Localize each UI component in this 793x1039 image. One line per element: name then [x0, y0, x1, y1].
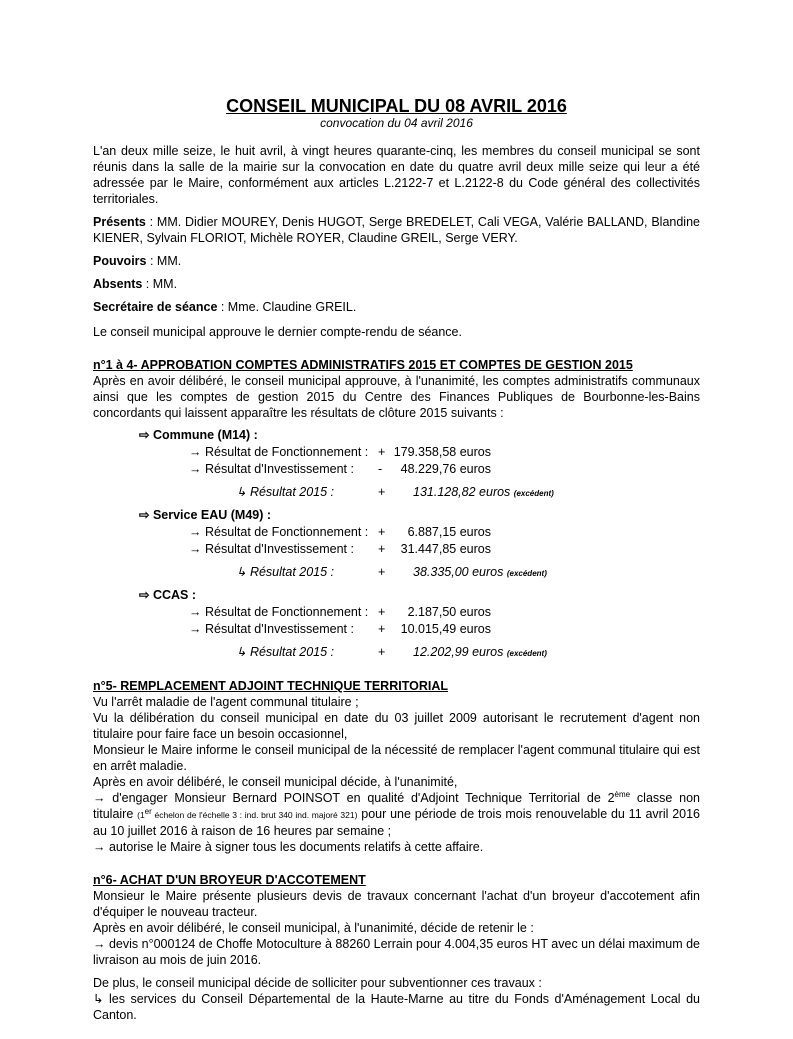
pouvoirs-label: Pouvoirs: [93, 254, 147, 268]
row-sign: +: [378, 645, 386, 659]
row-sign: +: [378, 622, 386, 636]
row-amount: [413, 644, 700, 662]
row-label: ↳ Résultat 2015 :: [236, 645, 335, 659]
superscript: ème: [614, 789, 631, 799]
page-title: CONSEIL MUNICIPAL DU 08 AVRIL 2016: [226, 96, 567, 116]
fonctionnement-row: [93, 604, 700, 621]
result-note: (excédent): [506, 649, 547, 658]
row-label: ↳ Résultat 2015 :: [236, 565, 335, 579]
section5-item2: → autorise le Maire à signer tous les documents relatifs à cette affaire.: [93, 840, 484, 854]
row-label: → Résultat d'Investissement :: [189, 462, 354, 476]
budget-block-commune: [93, 427, 700, 501]
section5-line4: Après en avoir délibéré, le conseil municipal décide, à l'unanimité,: [93, 775, 458, 789]
row-amount: 48.229,76 euros: [400, 462, 491, 476]
investissement-row: [93, 461, 700, 478]
presents-text: : MM. Didier MOUREY, Denis HUGOT, Serge BREDELET, Cali VEGA, Valérie BALLAND, Blandine KIENER, Sylvain FLORIOT, Michèle ROYER, Claudine GREIL, Serge VERY.: [93, 215, 700, 245]
secretaire-line: [93, 299, 700, 315]
section6-item1: → devis n°000124 de Choffe Motoculture à 88260 Lerrain pour 4.004,35 euros HT avec un délai maximum de livraison au mois de juin 2016.: [93, 937, 700, 967]
result-amount: 12.202,99 euros: [413, 645, 504, 659]
section6-item2: ↳ les services du Conseil Départemental de la Haute-Marne au titre du Fonds d'Aménagement Local du Canton.: [93, 992, 700, 1022]
row-label: → Résultat de Fonctionnement :: [189, 605, 369, 619]
document-page: [93, 96, 700, 1023]
section6-title: n°6- ACHAT D'UN BROYEUR D'ACCOTEMENT: [93, 873, 366, 887]
row-amount: 10.015,49 euros: [400, 622, 491, 636]
result-note: (excédent): [506, 569, 547, 578]
presents-label: Présents: [93, 215, 146, 229]
presents-line: [93, 214, 700, 246]
section6-line3: De plus, le conseil municipal décide de solliciter pour subventionner ces travaux :: [93, 976, 542, 990]
block-title: ⇨ Commune (M14) :: [139, 428, 258, 442]
investissement-row: [93, 541, 700, 558]
result-row: [93, 644, 700, 661]
section6-line2: Après en avoir délibéré, le conseil municipal, à l'unanimité, décide de retenir le :: [93, 921, 534, 935]
row-sign: -: [378, 462, 383, 476]
section6-line1: Monsieur le Maire présente plusieurs devis de travaux concernant l'achat d'un broyeur d'accotement afin d'équiper le nouveau tracteur.: [93, 889, 700, 919]
result-amount: 131.128,82 euros: [413, 485, 511, 499]
row-sign: +: [378, 525, 386, 539]
section5-line1: Vu l'arrêt maladie de l'agent communal titulaire ;: [93, 695, 359, 709]
row-amount: 6.887,15 euros: [407, 525, 491, 539]
row-label: → Résultat d'Investissement :: [189, 542, 354, 556]
section5-title: n°5- REMPLACEMENT ADJOINT TECHNIQUE TERRITORIAL: [93, 679, 449, 693]
section1-text: Après en avoir délibéré, le conseil municipal approuve, à l'unanimité, les comptes administratifs communaux ainsi que les comptes de gestion 2015 du Centre des Finances Publiques de Bourbonne-les-Bains concordants qui laissent apparaître les résultats de clôture 2015 suivants :: [93, 374, 700, 420]
echelon-note: [137, 807, 358, 820]
superscript: er: [144, 807, 152, 817]
row-amount: [413, 484, 700, 502]
section5-line2: Vu la délibération du conseil municipal en date du 03 juillet 2009 autorisant le recrutement d'agent non titulaire pour faire face un besoin occasionnel,: [93, 711, 700, 741]
secretaire-label: Secrétaire de séance: [93, 300, 218, 314]
result-amount: 38.335,00 euros: [413, 565, 504, 579]
result-row: [93, 564, 700, 581]
intro-paragraph: L'an deux mille seize, le huit avril, à vingt heures quarante-cinq, les membres du conseil municipal se sont réunis dans la salle de la mairie sur la convocation en date du quatre avril deux mille seize qui leur a été adressée par le Maire, conformément aux articles L.2122-7 et L.2122-8 du Code général des collectivités territoriales.: [93, 144, 700, 206]
block-title: ⇨ Service EAU (M49) :: [139, 508, 272, 522]
section1-title: n°1 à 4- APPROBATION COMPTES ADMINISTRATIFS 2015 ET COMPTES DE GESTION 2015: [93, 358, 633, 372]
budget-block-eau: [93, 507, 700, 581]
row-label: → Résultat de Fonctionnement :: [189, 525, 369, 539]
pouvoirs-text: : MM.: [146, 254, 182, 268]
item-text: classe non titulaire: [93, 791, 701, 821]
row-amount: [413, 564, 700, 582]
note-text: (1: [137, 810, 145, 820]
absents-label: Absents: [93, 277, 143, 291]
absents-text: : MM.: [142, 277, 178, 291]
secretaire-text: : Mme. Claudine GREIL.: [217, 300, 357, 314]
row-sign: +: [378, 542, 386, 556]
absents-line: [93, 276, 700, 292]
row-sign: +: [378, 565, 386, 579]
fonctionnement-row: [93, 524, 700, 541]
pouvoirs-line: [93, 253, 700, 269]
fonctionnement-row: [93, 444, 700, 461]
row-sign: +: [378, 445, 386, 459]
row-amount: 179.358,58 euros: [393, 445, 491, 459]
result-row: [93, 484, 700, 501]
item-text: → d'engager Monsieur Bernard POINSOT en qualité d'Adjoint Technique Territorial de 2: [93, 791, 615, 805]
row-amount: 2.187,50 euros: [407, 605, 491, 619]
budget-block-ccas: [93, 587, 700, 661]
row-label: ↳ Résultat 2015 :: [236, 485, 335, 499]
investissement-row: [93, 621, 700, 638]
result-note: (excédent): [513, 489, 554, 498]
row-amount: 31.447,85 euros: [400, 542, 491, 556]
row-sign: +: [378, 485, 386, 499]
section5-item1: [93, 790, 700, 839]
section5-line3: Monsieur le Maire informe le conseil municipal de la nécessité de remplacer l'agent communal titulaire qui est en arrêt maladie.: [93, 743, 700, 773]
row-sign: +: [378, 605, 386, 619]
page-subtitle: convocation du 04 avril 2016: [320, 116, 473, 130]
block-title: ⇨ CCAS :: [139, 588, 197, 602]
approval-line: Le conseil municipal approuve le dernier compte-rendu de séance.: [93, 325, 462, 339]
item-text: pour une période de trois mois renouvelable du 11 avril 2016 au 10 juillet 2016 à raison de 16 heures par semaine ;: [93, 807, 700, 838]
row-label: → Résultat d'Investissement :: [189, 622, 354, 636]
row-label: → Résultat de Fonctionnement :: [189, 445, 369, 459]
note-text: échelon de l'échelle 3 : ind. brut 340 ind. majoré 321): [151, 810, 358, 820]
